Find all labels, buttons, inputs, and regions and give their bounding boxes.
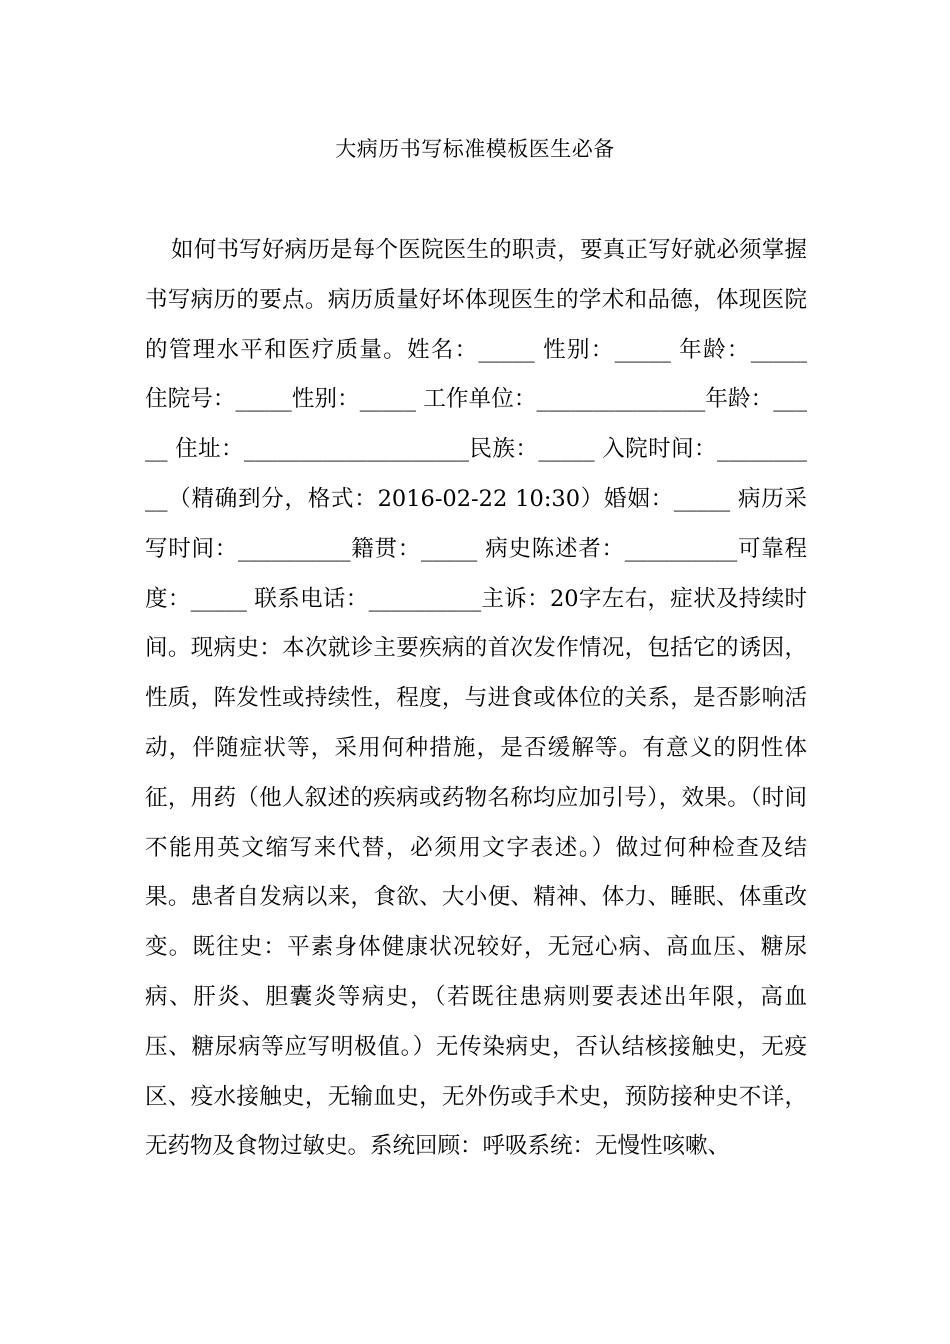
document-title: 大病历书写标准模板医生必备 [335,137,615,161]
document-body: 如何书写好病历是每个医院医生的职责，要真正写好就必须掌握书写病历的要点。病历质量好坏体现医生的学术和品德，体现医院的管理水平和医疗质量。姓名：_____ 性别：_____ 年龄：_____ 住院号：_____性别：_____ 工作单位：_______________年龄：_____ 住址：____________________民族：_____ 入院时间：__________（精确到分，格式：2016-02-22 10:30）婚姻：_____ 病历采写时间：__________籍贯：_____ 病史陈述者：__________可靠程度：_____ 联系电话：__________主诉：20字左右，症状及持续时间。现病史：本次就诊主要疾病的首次发作情况，包括它的诱因，性质，阵发性或持续性，程度，与进食或体位的关系，是否影响活动，伴随症状等，采用何种措施，是否缓解等。有意义的阴性体征，用药（他人叙述的疾病或药物名称均应加引号），效果。（时间不能用英文缩写来代替，必须用文字表述。）做过何种检查及结果。患者自发病以来，食欲、大小便、精神、体力、睡眠、体重改变。既往史：平素身体健康状况较好，无冠心病、高血压、糖尿病、肝炎、胆囊炎等病史，（若既往患病则要表述出年限，高血压、糖尿病等应写明极值。）无传染病史，否认结核接触史，无疫区、疫水接触史，无输血史，无外伤或手术史，预防接种史不详，无药物及食物过敏史。系统回顾：呼吸系统：无慢性咳嗽、 [145,237,807,1160]
